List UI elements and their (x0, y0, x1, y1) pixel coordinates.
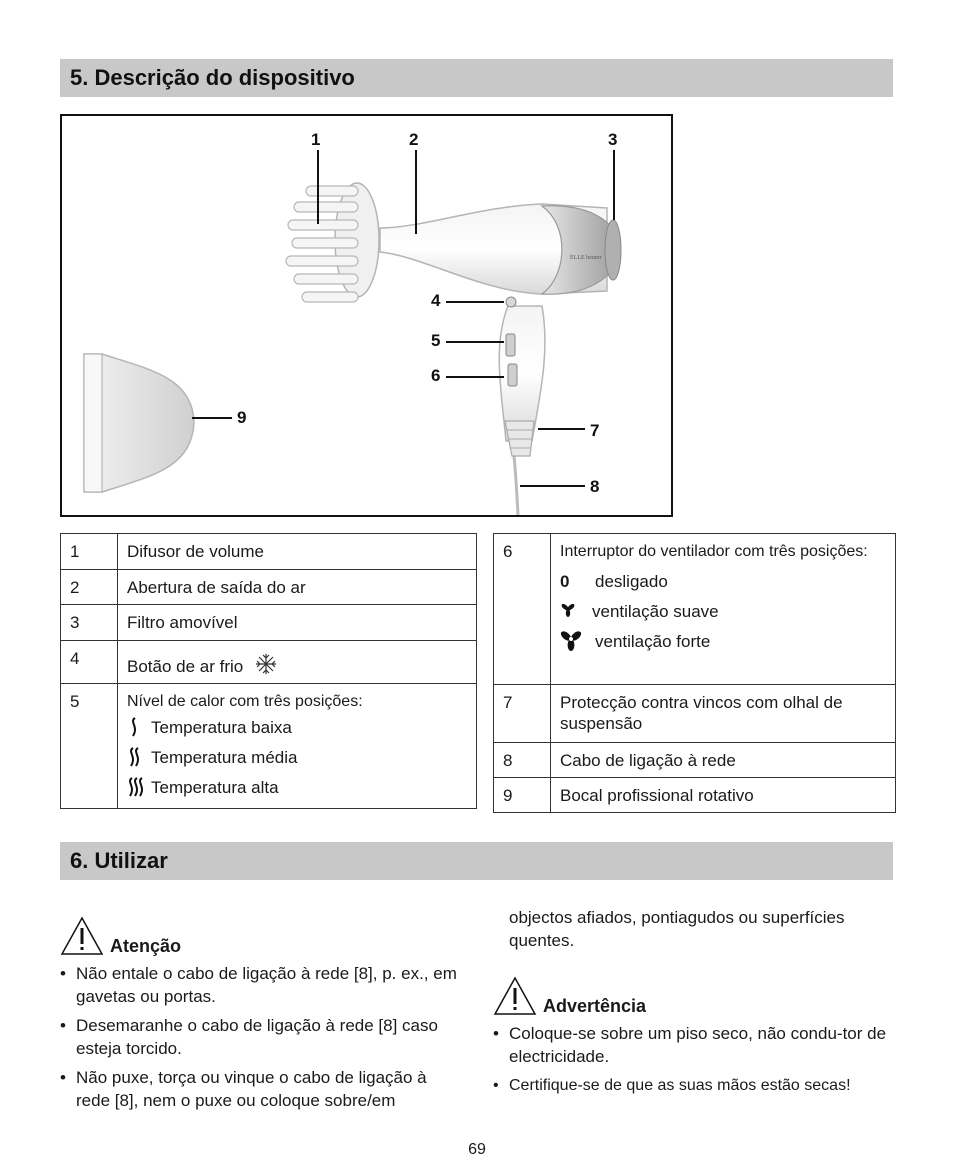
option-row (560, 626, 886, 656)
part-number: 6 (494, 534, 551, 685)
callout-3: 3 (608, 130, 618, 149)
part-label: Interruptor do ventilador com três posições: (560, 543, 868, 560)
option-row (127, 742, 467, 772)
continuation-text: objectos afiados, pontiagudos ou superfícies quentes. (509, 908, 845, 950)
heat-medium-icon (127, 746, 151, 768)
callout-1: 1 (311, 130, 321, 149)
brand-mark: ELLE beurer (570, 255, 602, 261)
table-row (494, 534, 896, 685)
option-row (127, 712, 467, 742)
warning-label: Advertência (543, 996, 647, 1016)
parts-table-left (60, 533, 477, 809)
heat-switch (506, 334, 515, 356)
part-number: 7 (494, 685, 551, 743)
heat-low-icon (127, 716, 151, 738)
hair-dryer-drawing (62, 116, 671, 515)
section-6-heading: 6. Utilizar (60, 842, 893, 880)
table-row (494, 778, 896, 813)
callout-4: 4 (431, 291, 441, 310)
fan-switch (508, 364, 517, 386)
warning-triangle-icon (60, 916, 104, 956)
option-row (560, 566, 886, 596)
warning-heading (493, 972, 903, 1016)
list-item: • Desemaranhe o cabo de ligação à rede [8] caso esteja torcido. (60, 1014, 460, 1060)
table-row (494, 743, 896, 778)
part-cell (118, 641, 477, 684)
part-label: Nível de calor com três posições: (127, 693, 363, 710)
callout-2: 2 (409, 130, 419, 149)
caution-heading (60, 912, 460, 956)
part-label: Difusor de volume (118, 534, 477, 570)
fan-small-icon (560, 602, 592, 620)
part-label: Protecção contra vincos com olhal de suspensão (551, 685, 896, 743)
callout-5: 5 (431, 331, 441, 350)
list-item: • Não puxe, torça ou vinque o cabo de ligação à rede [8], nem o puxe ou coloque sobre/em (60, 1066, 460, 1112)
warning-list (493, 1022, 893, 1097)
warning-column (493, 906, 903, 1103)
part-number: 3 (61, 605, 118, 641)
list-item: • Não entale o cabo de ligação à rede [8], p. ex., em gavetas ou portas. (60, 962, 460, 1008)
table-row (61, 570, 477, 605)
list-item: • Certifique-se de que as suas mãos estão secas! (493, 1074, 893, 1097)
part-number: 5 (61, 684, 118, 809)
part-number: 8 (494, 743, 551, 778)
part-number: 4 (61, 641, 118, 684)
part-number: 2 (61, 570, 118, 605)
callout-8: 8 (590, 477, 600, 496)
part-label: Abertura de saída do ar (118, 570, 477, 605)
page-number: 69 (468, 1141, 486, 1158)
list-item: • Coloque-se sobre um piso seco, não condu-tor de electricidade. (493, 1022, 893, 1068)
option-label: ventilação suave (592, 601, 719, 621)
removable-filter (605, 220, 621, 280)
caution-column (60, 912, 460, 1118)
table-row (494, 685, 896, 743)
option-label: desligado (595, 571, 668, 591)
part-label: Filtro amovível (118, 605, 477, 641)
callout-6: 6 (431, 366, 441, 385)
table-row (61, 684, 477, 809)
option-label: Temperatura média (151, 747, 298, 767)
cool-shot-button (506, 297, 516, 307)
snowflake-icon (254, 652, 278, 676)
option-row (127, 772, 467, 802)
heat-high-icon (127, 776, 151, 798)
section-5-heading: 5. Descrição do dispositivo (60, 59, 893, 97)
callout-9: 9 (237, 408, 247, 427)
part-cell (551, 534, 896, 685)
part-number: 1 (61, 534, 118, 570)
caution-label: Atenção (110, 936, 182, 956)
parts-table-right (493, 533, 896, 813)
device-illustration (60, 114, 673, 517)
zero-icon: 0 (560, 571, 570, 591)
caution-list (60, 962, 460, 1112)
part-label: Cabo de ligação à rede (551, 743, 896, 778)
table-row (61, 534, 477, 570)
table-row (61, 641, 477, 684)
callout-leaders (192, 150, 614, 486)
power-cord (514, 456, 518, 515)
table-row (61, 605, 477, 641)
option-label: Temperatura alta (151, 777, 279, 797)
part-cell (118, 684, 477, 809)
option-label: Temperatura baixa (151, 717, 292, 737)
part-number: 9 (494, 778, 551, 813)
fan-large-icon (560, 629, 595, 653)
warning-triangle-icon (493, 976, 537, 1016)
part-label: Bocal profissional rotativo (551, 778, 896, 813)
callout-7: 7 (590, 421, 600, 440)
part-label: Botão de ar frio (127, 657, 244, 676)
option-label: ventilação forte (595, 631, 711, 651)
option-row (560, 596, 886, 626)
